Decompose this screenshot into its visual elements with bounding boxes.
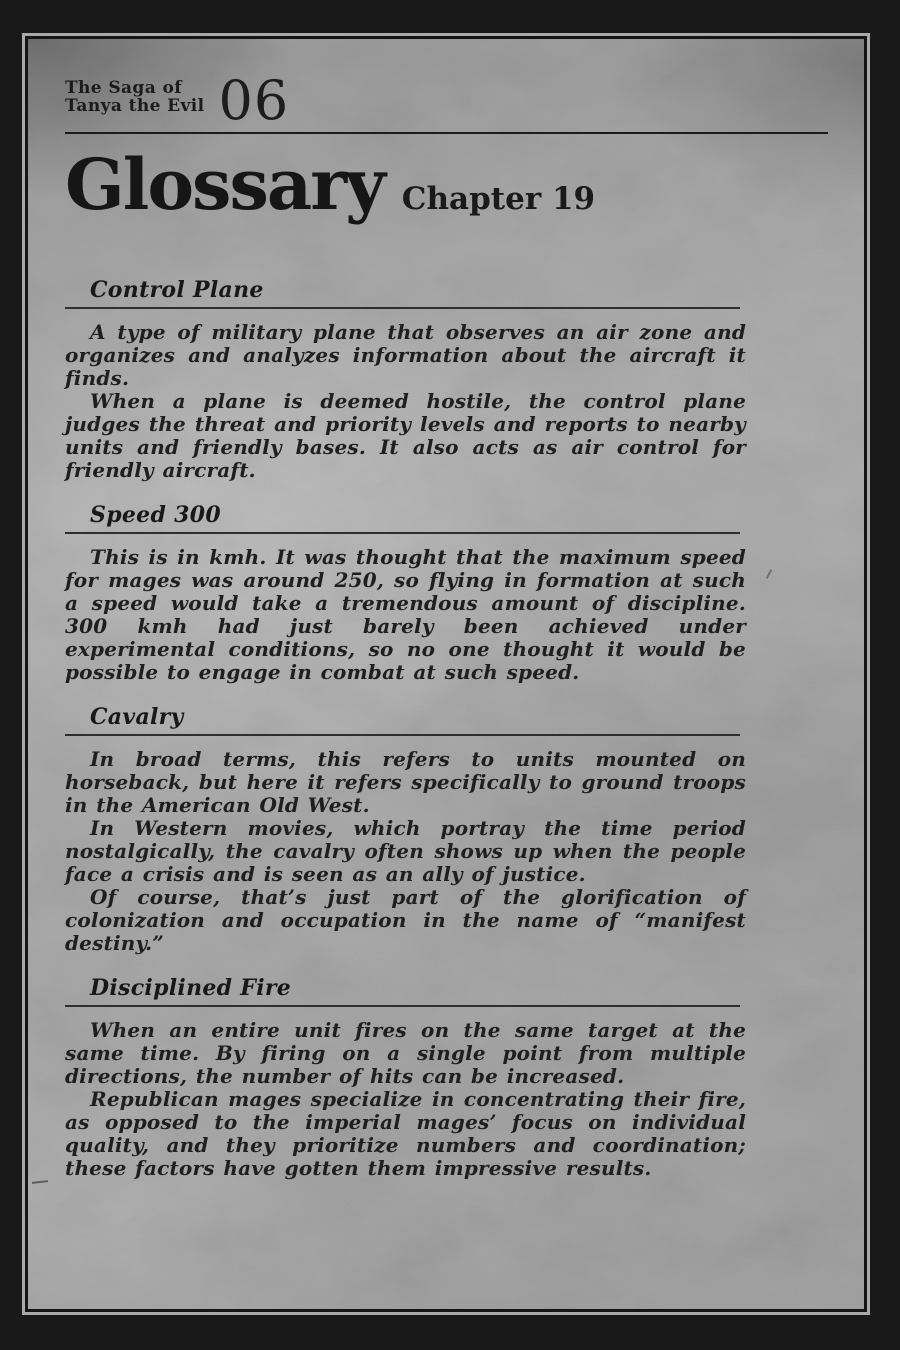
entry-body	[65, 1019, 746, 1180]
series-logo	[65, 79, 205, 115]
glossary-entries	[65, 277, 746, 1180]
entry-term: Cavalry	[90, 704, 184, 730]
glossary-entry-disciplined-fire	[65, 975, 746, 1180]
glossary-entry-control-plane	[65, 277, 746, 482]
entry-paragraph: A type of military plane that observes an air zone and organizes and analyzes information about the aircraft it finds.	[65, 320, 746, 390]
volume-number: 06	[218, 69, 290, 132]
masthead	[65, 69, 864, 132]
chapter-label: Chapter 19	[401, 181, 596, 217]
entry-body	[65, 321, 746, 482]
glossary-page	[25, 36, 867, 1312]
entry-term: Speed 300	[90, 502, 221, 528]
entry-term: Disciplined Fire	[90, 975, 292, 1001]
series-title-line1: The Saga of	[65, 78, 182, 98]
glossary-entry-cavalry	[65, 704, 746, 955]
entry-paragraph: Of course, that’s just part of the glorification of colonization and occupation in the name of “manifest destiny.”	[65, 885, 746, 955]
entry-divider	[65, 1005, 740, 1007]
page-title: Glossary	[65, 143, 384, 226]
entry-body	[65, 748, 746, 955]
title-row	[65, 143, 864, 226]
entry-divider	[65, 734, 740, 736]
entry-term: Control Plane	[90, 277, 264, 303]
series-title-line2: Tanya the Evil	[65, 96, 205, 116]
entry-body	[65, 546, 746, 684]
page-edge	[22, 33, 870, 1315]
entry-paragraph: Republican mages specialize in concentrating their fire, as opposed to the imperial mages’ focus on individual quality, and they prioritize numbers and coordination; these factors have gotten them impressive results.	[65, 1087, 746, 1180]
masthead-divider	[65, 132, 828, 134]
entry-paragraph: When a plane is deemed hostile, the control plane judges the threat and priority levels and reports to nearby units and friendly bases. It also acts as air control for friendly aircraft.	[65, 389, 746, 482]
page-content	[28, 39, 864, 1309]
entry-paragraph: In broad terms, this refers to units mounted on horseback, but here it refers specifically to ground troops in the American Old West.	[65, 747, 746, 817]
entry-paragraph: In Western movies, which portray the time period nostalgically, the cavalry often shows up when the people face a crisis and is seen as an ally of justice.	[65, 816, 746, 886]
entry-paragraph: When an entire unit fires on the same target at the same time. By firing on a single point from multiple directions, the number of hits can be increased.	[65, 1018, 746, 1088]
entry-divider	[65, 532, 740, 534]
entry-paragraph: This is in kmh. It was thought that the maximum speed for mages was around 250, so flying in formation at such a speed would take a tremendous amount of discipline. 300 kmh had just barely been achieved under experimental conditions, so no one thought it would be possible to engage in combat at such speed.	[65, 545, 746, 684]
entry-divider	[65, 307, 740, 309]
glossary-entry-speed-300	[65, 502, 746, 684]
